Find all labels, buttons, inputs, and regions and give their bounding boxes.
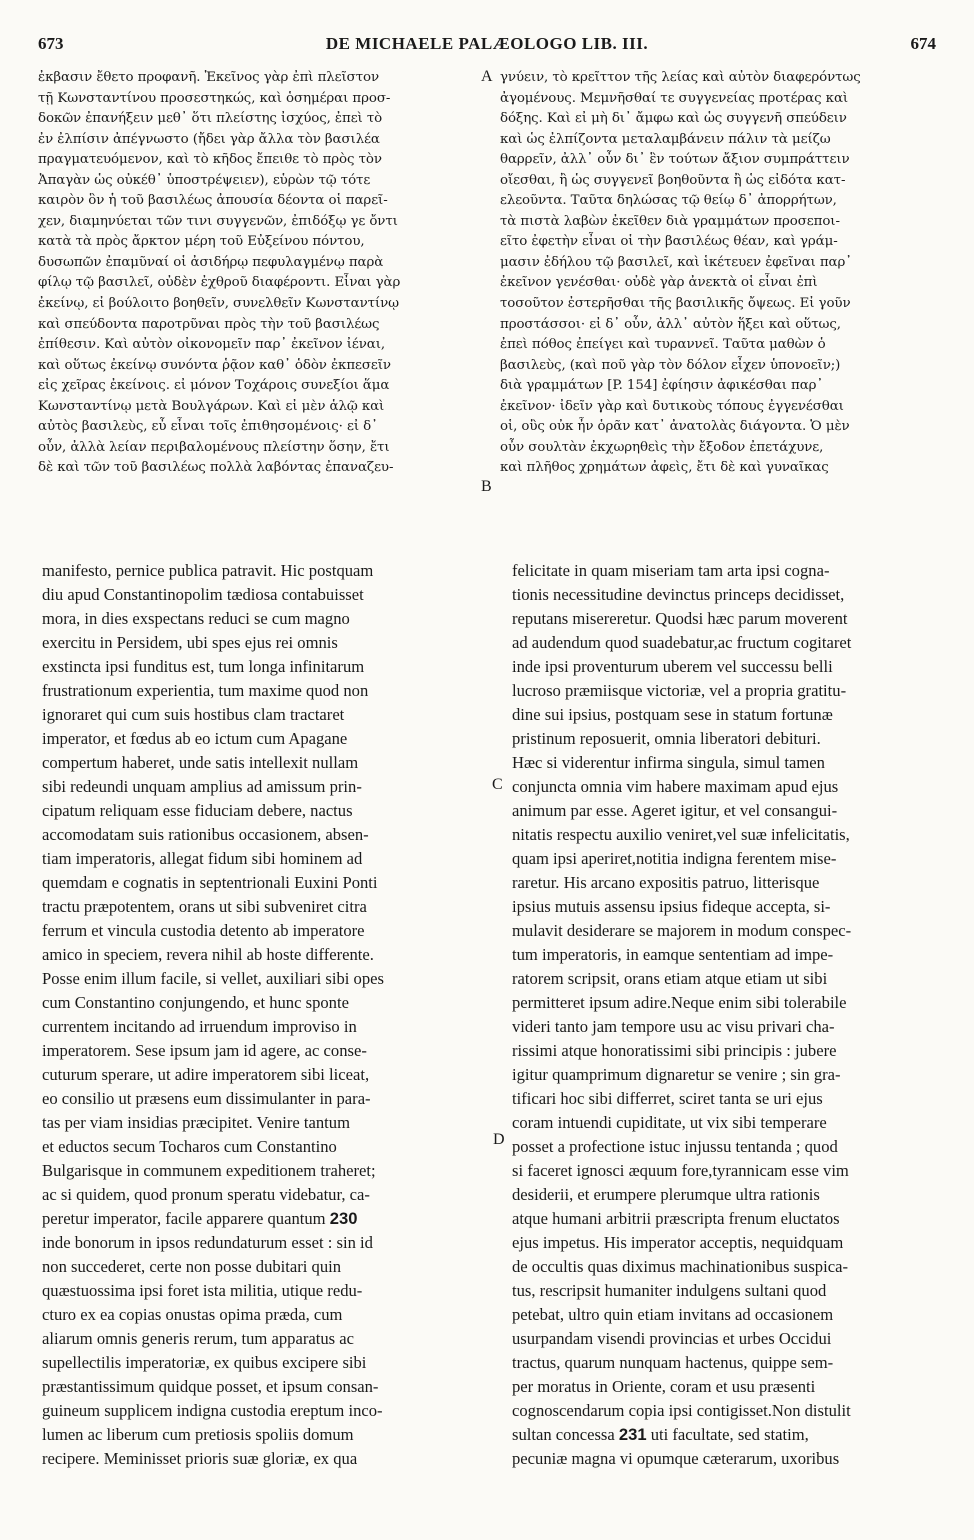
text-line: χεν, διαμηνύεται τῶν τινι συγγενῶν, ἐπιδόξῳ γε ὄντι [38, 213, 398, 229]
text-line: διὰ γραμμάτων [P. 154] ἐφίησιν ἀφικέσθαι παρ᾽ [500, 378, 824, 394]
text-line: προστάσσοι· εἰ δ᾽ οὖν, ἀλλ᾽ αὐτὸν ἥξει καὶ οὕτως, [500, 316, 841, 332]
text-line: reputans misereretur. Quodsi hæc parum moverent [512, 609, 848, 628]
text-line: quæstuossima ipsi foret ista militia, utique redu- [42, 1281, 363, 1300]
text-line: tionis necessitudine devinctus princeps decidisset, [512, 585, 845, 604]
text-line: felicitate in quam miseriam tam arta ipsi cogna- [512, 561, 830, 580]
text-line: cturo ex ea copias onustas opima præda, cum [42, 1305, 343, 1324]
text-line: αὐτὸς βασιλεὺς, εὖ εἶναι τοῖς ἐπιθησομένοις· εἰ δ᾽ [38, 419, 378, 435]
text-line: εῖτο ἐφετὴν εἶναι οἱ τὴν βασιλέως θέαν, καὶ γράμ- [500, 234, 838, 250]
text-line: οἴεσθαι, ἢ ὡς συγγενεῖ βοηθοῦντα ἢ ὡς εἰδότα κατ- [500, 172, 846, 188]
greek-text-left-column [38, 68, 484, 479]
text-line: ἐκεῖνον γενέσθαι· οὐδὲ γὰρ ἀνεκτὰ οἱ εἶναι ἐπὶ [500, 275, 818, 291]
text-line: ἐκεῖνον· ἰδεῖν γὰρ καὶ δυτικοὺς τόπους ἐγγενέσθαι [500, 398, 844, 414]
text-line: Posse enim illum facile, si vellet, auxiliari sibi opes [42, 969, 384, 988]
text-line: ac si quidem, quod pronum speratu videbatur, ca- [42, 1185, 370, 1204]
text-line: petebat, ultro quin etiam invitans ad occasionem [512, 1305, 834, 1324]
text-line: Ἀπαγὰν ὡς οὐκέθ᾽ ὑποστρέψειεν), εὑρὼν τῷ τότε [38, 172, 371, 188]
text-line: ignoraret qui cum suis hostibus clam tractaret [42, 705, 345, 724]
text-line: supellectilis imperatoriæ, ex quibus excipere sibi [42, 1353, 367, 1372]
text-line: τὰ πιστὰ λαβὼν ἐκεῖθεν διὰ γραμμάτων προσεποι- [500, 213, 840, 229]
text-line: tractus, quarum nunquam hactenus, quippe sem- [512, 1353, 834, 1372]
text-line: cuturum sperare, ut adire imperatorem sibi liceat, [42, 1065, 370, 1084]
text-line: mora, in dies exspectans reduci se cum magno [42, 609, 350, 628]
text-line: mulavit desiderare se majorem in modum conspec- [512, 921, 852, 940]
text-line: ελεοῦντα. Ταῦτα δηλώσας τῷ θείῳ δ᾽ ἀπορρήτων, [500, 193, 837, 209]
text-line: non succederet, certe non posse dubitari quin [42, 1257, 342, 1276]
text-line: animum par esse. Ageret igitur, et vel consangui- [512, 801, 838, 820]
text-line: ejus impetus. His imperator acceptis, nequidquam [512, 1233, 844, 1252]
text-line: εἰς χεῖρας ἐκείνοις. εἰ μόνον Τοχάροις συνεξίοι ἅμα [38, 378, 390, 394]
text-line: δὲ καὶ τῶν τοῦ βασιλέως πολλὰ λαβόντας ἐπαναζευ- [38, 460, 394, 476]
latin-text-left-column [42, 559, 486, 1471]
text-line: frustrationum experientia, tum maxime quod non [42, 681, 369, 700]
text-line: tas per viam insidias præcipitet. Venire tantum [42, 1113, 350, 1132]
section-marker-b: B [481, 478, 492, 495]
section-marker-a: A [481, 68, 493, 85]
text-line: οὖν σουλτὰν ἐκχωρηθεὶς τὴν ἔξοδον ἐπετάχυνε, [500, 439, 824, 455]
text-line: cipatum reliquam esse fiduciam debere, nactus [42, 801, 353, 820]
text-line: et eductos secum Tocharos cum Constantino [42, 1137, 337, 1156]
text-line: tus, rescripsit humaniter indulgens sultani quod [512, 1281, 827, 1300]
text-line: accomodatam suis rationibus occasionem, absen- [42, 825, 369, 844]
text-line: exstincta ipsi funditus est, tum longa infinitarum [42, 657, 365, 676]
text-line: per moratus in Oriente, coram et usu præsenti [512, 1377, 816, 1396]
greek-text-right-column [500, 68, 940, 479]
text-line: δοκῶν ἐπανήξειν μεθ᾽ ὅτι πλείστης ἰσχύος, ἐπεὶ τὸ [38, 111, 383, 127]
text-line: Bulgarisque in communem expeditionem traheret; [42, 1161, 376, 1180]
text-line: si faceret ignosci æquum fore,tyrannicam esse vim [512, 1161, 849, 1180]
text-line: τῇ Κωνσταντίνου προσεστηκώς, καὶ ὁσημέραι προσ- [38, 90, 391, 106]
text-line: pecuniæ magna vi opumque cæterarum, uxoribus [512, 1449, 840, 1468]
text-line: καὶ σπεύδοντα παροτρῦναι πρὸς τὴν τοῦ βασιλέως [38, 316, 380, 332]
text-line: ratorem scripsit, orans etiam atque etiam ut sibi [512, 969, 828, 988]
text-line: præstantissimum quidque posset, et ipsum consan- [42, 1377, 379, 1396]
text-line: quemdam e cognatis in septentrionali Euxini Ponti [42, 873, 378, 892]
text-line: inde ipsi proventurum uberem vel successu belli [512, 657, 833, 676]
text-line: conjuncta omnia vim habere maximam apud ejus [512, 777, 839, 796]
text-line: permitteret ipsum adire.Neque enim sibi tolerabile [512, 993, 847, 1012]
text-line: tractu præpotentem, orans ut sibi subveniret citra [42, 897, 367, 916]
text-line: inde bonorum in ipsos redundaturum esset : sin id [42, 1233, 373, 1252]
text-line: βασιλεὺς, (καὶ ποῦ γὰρ τὸν δόλον εἶχεν ὑπονοεῖν;) [500, 357, 841, 373]
text-line: lucroso præmiisque victoriæ, vel a propria gratitu- [512, 681, 847, 700]
text-line: καὶ ὡς ἐλπίζοντα μεταλαμβάνειν πάλιν τὰ μείζω [500, 131, 831, 147]
text-line: Hæc si viderentur infirma singula, simul tamen [512, 753, 825, 772]
text-line: recipere. Meminisset prioris suæ gloriæ, ex qua [42, 1449, 358, 1468]
text-line: coram intuendi cupiditate, ut vix sibi temperare [512, 1113, 827, 1132]
text-line: καὶ πλῆθος χρημάτων ἀφεὶς, ἔτι δὲ καὶ γυναῖκας [500, 460, 829, 476]
text-line: posset a profectione istuc injussu tentanda ; quod [512, 1137, 838, 1156]
text-line: Κωνσταντίνῳ μετὰ Βουλγάρων. Καὶ εἰ μὲν ἁλῷ καὶ [38, 398, 385, 414]
running-header [38, 34, 936, 60]
text-line: imperatorem. Sese ipsum jam id agere, ac conse- [42, 1041, 367, 1060]
text-line: peretur imperator, facile apparere quantum 230 [42, 1209, 358, 1228]
text-line: ad audendum quod suadebatur,ac fructum cogitaret [512, 633, 852, 652]
text-line: raretur. His arcano expositis patruo, litterisque [512, 873, 820, 892]
text-line: κατὰ τὰ πρὸς ἄρκτον μέρη τοῦ Εὐξείνου πόντου, [38, 234, 365, 250]
text-line: τοσοῦτον ἐστερῆσθαι τῆς βασιλικῆς ὄψεως. Εἰ γοῦν [500, 296, 851, 312]
text-line: manifesto, pernice publica patravit. Hic postquam [42, 561, 374, 580]
text-line: lumen ac liberum cum pretiosis spoliis domum [42, 1425, 354, 1444]
latin-text-right-column [512, 559, 944, 1471]
text-line: πραγματευόμενον, καὶ τὸ κῆδος ἔπειθε τὸ πρὸς τὸν [38, 152, 382, 168]
text-line: eo consilio ut præsens eum dissimulanter in para- [42, 1089, 371, 1108]
text-line: ἐν ἐλπίσιν ἀπέγνωστο (ἤδει γὰρ ἄλλα τὸν βασιλέα [38, 131, 380, 147]
text-line: diu apud Constantinopolim tædiosa contabuisset [42, 585, 364, 604]
text-line: ἐπεὶ πόθος ἐπείγει καὶ τυραννεῖ. Ταῦτα μαθὼν ὁ [500, 337, 826, 353]
text-line: rissimi atque honoratissimi sibi principis : jubere [512, 1041, 837, 1060]
text-line: igitur quamprimum dignaretur se venire ; sin gra- [512, 1065, 841, 1084]
text-line: nitatis respectu auxilio veniret,vel suæ infelicitatis, [512, 825, 850, 844]
text-line: imperator, et fœdus ab eo ictum cum Apagane [42, 729, 348, 748]
text-line: ἐπίθεσιν. Καὶ αὐτὸν οἰκονομεῖν παρ᾽ ἐκεῖνον ἰέναι, [38, 337, 386, 353]
text-line: cognoscendarum copia ipsi contigisset.Non distulit [512, 1401, 851, 1420]
text-line: desiderii, et erumpere plerumque ultra rationis [512, 1185, 820, 1204]
text-line: sultan concessa 231 uti facultate, sed statim, [512, 1425, 809, 1444]
text-line: φίλῳ τῷ βασιλεῖ, οὐδὲν ἐχθροῦ διαφέροντι. Εἶναι γὰρ [38, 275, 401, 291]
text-line: currentem incitando ad irruendum improviso in [42, 1017, 357, 1036]
text-line: γνύειν, τὸ κρεῖττον τῆς λείας καὶ αὐτὸν διαφερόντως [500, 70, 861, 85]
inline-page-number: 230 [329, 1209, 358, 1228]
text-line: atque humani arbitrii præscripta frenum eluctatos [512, 1209, 840, 1228]
inline-page-number: 231 [618, 1425, 647, 1444]
text-line: οἱ, οὓς οὐκ ἦν ὁρᾶν κατ᾽ ἀνατολὰς διάγοντα. Ὁ μὲν [500, 419, 850, 435]
text-line: guineum supplicem indigna custodia ereptum inco- [42, 1401, 383, 1420]
text-line: dine sui ipsius, postquam sese in statum fortunæ [512, 705, 833, 724]
text-line: οὖν, ἀλλὰ λείαν περιβαλομένους πλείστην ὅσην, ἔτι [38, 439, 390, 455]
text-line: cum Constantino conjungendo, et hunc sponte [42, 993, 349, 1012]
text-line: sibi redeundi unquam amplius ad amissum prin- [42, 777, 362, 796]
text-line: aliarum omnis generis rerum, tum apparatus ac [42, 1329, 354, 1348]
text-line: tificari hoc sibi differret, sciret tanta se uri ejus [512, 1089, 823, 1108]
text-line: θαρρεῖν, ἀλλ᾽ οὖν δι᾽ ἓν τούτων ἄξιον συμπράττειν [500, 152, 850, 168]
text-line: usurpandam visendi provincias et urbes Occidui [512, 1329, 832, 1348]
text-line: ἐκβασιν ἔθετο προφανῆ. Ἐκεῖνος γὰρ ἐπὶ πλεῖστον [38, 70, 379, 85]
page-number-left: 673 [38, 34, 64, 53]
text-line: compertum haberet, unde satis intellexit nullam [42, 753, 359, 772]
text-line: tum imperatoris, in eamque sententiam ad impe- [512, 945, 834, 964]
text-line: μασιν ἐδήλου τῷ βασιλεῖ, καὶ ἱκέτευεν ἐφεῖναι παρ᾽ [500, 254, 852, 270]
text-line: δόξης. Καὶ εἰ μὴ δι᾽ ἄμφω καὶ ὡς συγγενῆ σπεύδειν [500, 111, 847, 127]
text-line: καὶ οὕτως ἐκείνῳ συνόντα ῥᾷον καθ᾽ ὁδὸν ἐκπεσεῖν [38, 357, 391, 373]
text-line: ipsius mutuis assensu ipsius fideque accepta, si- [512, 897, 831, 916]
text-line: videri tanto jam tempore usu ac visu privari cha- [512, 1017, 835, 1036]
text-line: de occultis quas diximus machinationibus suspica- [512, 1257, 848, 1276]
text-line: amico in speciem, revera nihil ab hoste differente. [42, 945, 374, 964]
section-marker-c: C [492, 776, 503, 793]
text-line: ἐκείνῳ, εἰ βούλοιτο βοηθεῖν, συνελθεῖν Κωνσταντίνῳ [38, 296, 399, 312]
text-line: exercitu in Persidem, ubi spes ejus rei omnis [42, 633, 338, 652]
section-marker-d: D [493, 1131, 505, 1148]
running-title: DE MICHAELE PALÆOLOGO LIB. III. [325, 34, 649, 53]
text-line: tiam imperatoris, allegat fidum sibi hominem ad [42, 849, 363, 868]
text-line: δυσωπῶν ἐπαμῦναί οἱ ἀσιδήρῳ πεφυλαγμένῳ παρὰ [38, 254, 384, 270]
text-line: καιρὸν ὃν ἡ τοῦ βασιλέως ἀπουσία δέοντα οἱ παρεῖ- [38, 193, 388, 209]
text-line: ἀγομένους. Μεμνῆσθαί τε συγγενείας προτέρας καὶ [500, 90, 849, 106]
page-number-right: 674 [910, 34, 936, 53]
text-line: pristinum reposuerit, omnia liberatori debituri. [512, 729, 821, 748]
text-line: ferrum et vincula custodia detento ab imperatore [42, 921, 365, 940]
text-line: quam ipsi aperiret,notitia indigna ferentem mise- [512, 849, 837, 868]
